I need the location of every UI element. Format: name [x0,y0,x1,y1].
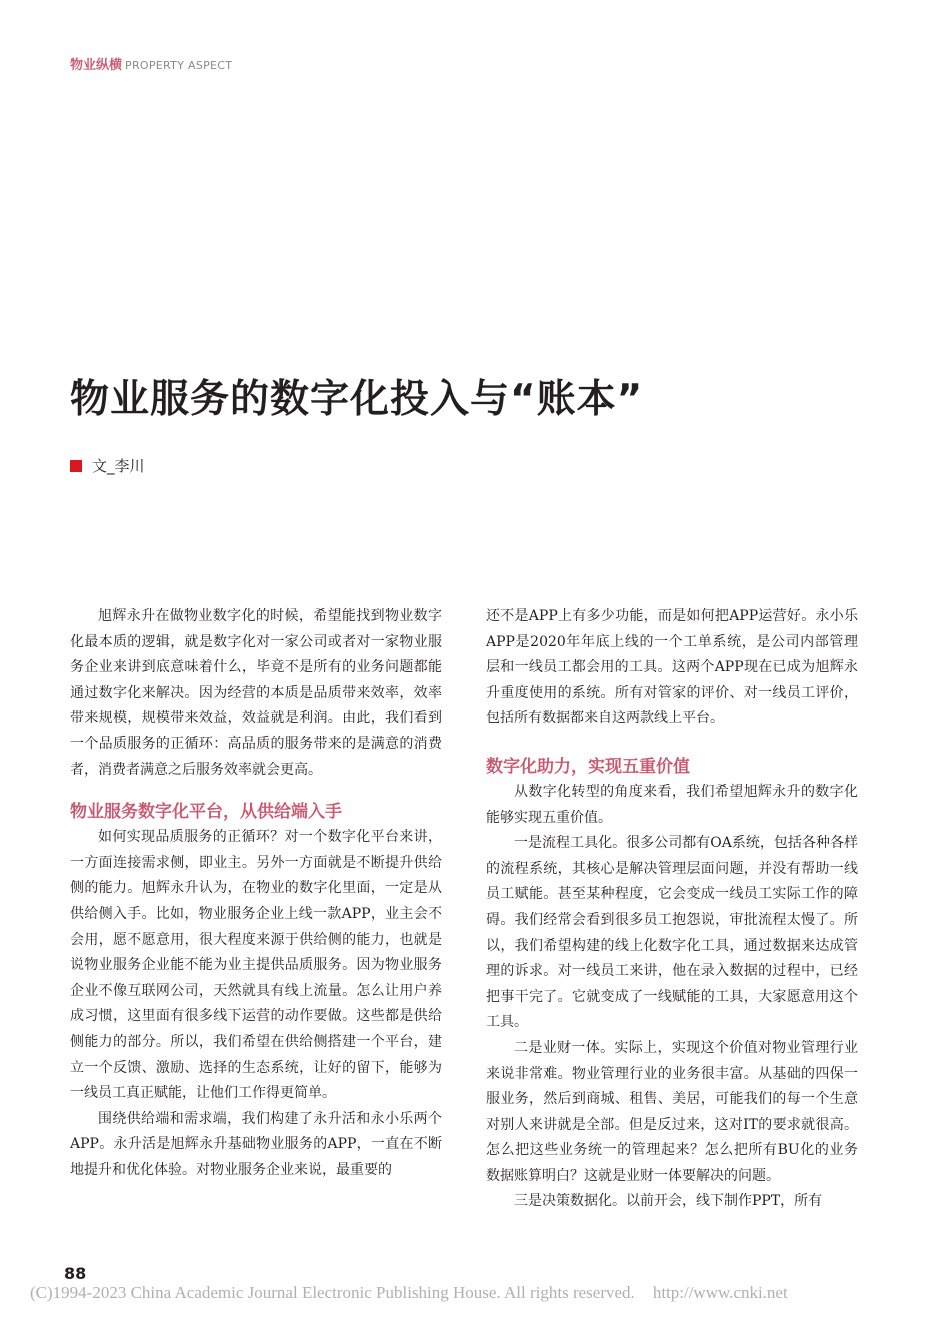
paragraph: 旭辉永升在做物业数字化的时候，希望能找到物业数字化最本质的逻辑，就是数字化对一家公司或者对一家物业服务企业来讲到底意味着什么，毕竟不是所有的业务问题都能通过数字化来解决。因为经营的本质是品质带来效率，效率带来规模，规模带来效益，效益就是利润。由此，我们看到一个品质服务的正循环：高品质的服务带来的是满意的消费者，消费者满意之后服务效率就会更高。 [70,608,442,778]
paragraph: 一是流程工具化。很多公司都有OA系统，包括各种各样的流程系统，其核心是解决管理层面问题，并没有帮助一线员工赋能。甚至某种程度，它会变成一线员工实际工作的障碍。我们经常会看到很多员工抱怨说，审批流程太慢了。所以，我们希望构建的线上化数字化工具，通过数据来达成管理的诉求。对一线员工来讲，他在录入数据的过程中，已经把事干完了。它就变成了一线赋能的工具，大家愿意用这个工具。 [486,835,858,1031]
paragraph: 围绕供给端和需求端，我们构建了永升活和永小乐两个APP。永升活是旭辉永升基础物业服务的APP，一直在不断地提升和优化体验。对物业服务企业来说，最重要的 [70,1110,442,1178]
article-title: 物业服务的数字化投入与“账本” [70,377,644,422]
cnki-url[interactable]: http://www.cnki.net [652,1283,788,1302]
byline-marker [70,460,82,472]
copyright-notice [30,1283,788,1303]
page-number: 88 [64,1264,87,1283]
paragraph-continued: 还不是APP上有多少功能，而是如何把APP运营好。永小乐APP是2020年年底上线的一个工单系统，是公司内部管理层和一线员工都会用的工具。这两个APP现在已成为旭辉永升重度使用的系统。所有对管家的评价、对一线员工评价，包括所有数据都来自这两款线上平台。 [486,608,858,727]
left-column [70,604,442,1183]
section-heading: 物业服务数字化平台，从供给端入手 [70,802,342,823]
paragraph: 从数字化转型的角度来看，我们希望旭辉永升的数字化能够实现五重价值。 [486,783,858,826]
right-column [486,604,858,1215]
copyright-text: (C)1994-2023 China Academic Journal Electronic Publishing House. All rights reserved. [30,1283,635,1302]
section-header [70,54,232,73]
paragraph: 如何实现品质服务的正循环？对一个数字化平台来讲，一方面连接需求侧，即业主。另外一方面就是不断提升供给侧的能力。旭辉永升认为，在物业的数字化里面，一定是从供给侧入手。比如，物业服务企业上线一款APP，业主会不会用，愿不愿意用，很大程度来源于供给侧的能力，也就是说物业服务企业能不能为业主提供品质服务。因为物业服务企业不像互联网公司，天然就具有线上流量。怎么让用户养成习惯，这里面有很多线下运营的动作要做。这些都是供给侧能力的部分。所以，我们希望在供给侧搭建一个平台，建立一个反馈、激励、选择的生态系统，让好的留下，能够为一线员工真正赋能，让他们工作得更简单。 [70,829,442,1102]
section-heading: 数字化助力，实现五重价值 [486,756,690,777]
section-name-cn: 物业纵横 [70,58,123,73]
section-name-en: PROPERTY ASPECT [125,59,233,72]
author-name: 文_李川 [92,457,145,475]
paragraph: 二是业财一体。实际上，实现这个价值对物业管理行业来说非常难。物业管理行业的业务很丰富。从基础的四保一服业务，然后到商城、租售、美居，可能我们的每一个生意对别人来讲就是全部。但是反过来，这对IT的要求就很高。怎么把这些业务统一的管理起来？怎么把所有BU化的业务数据账算明白？这就是业财一体要解决的问题。 [486,1039,858,1184]
paragraph: 三是决策数据化。以前开会，线下制作PPT，所有 [514,1193,823,1210]
byline [70,455,145,476]
